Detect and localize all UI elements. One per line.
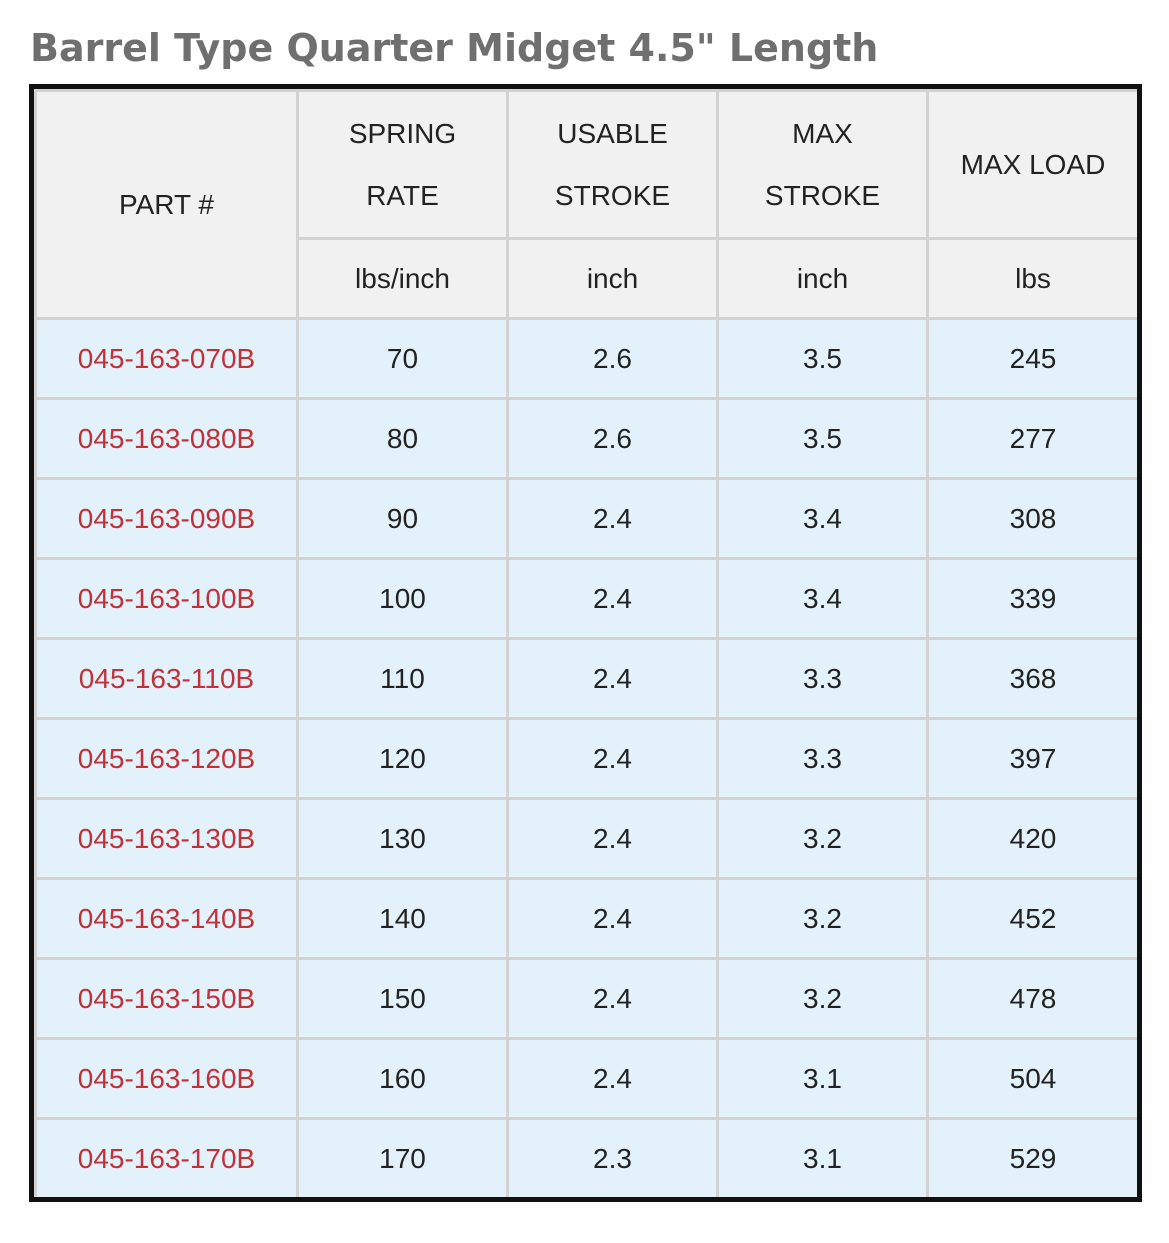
unit-max-stroke: inch bbox=[718, 239, 928, 319]
cell-spring-rate: 130 bbox=[298, 799, 508, 879]
cell-max-load: 504 bbox=[928, 1039, 1139, 1119]
cell-usable-stroke: 2.4 bbox=[508, 879, 718, 959]
cell-max-stroke: 3.4 bbox=[718, 479, 928, 559]
cell-max-stroke: 3.3 bbox=[718, 639, 928, 719]
cell-usable-stroke: 2.4 bbox=[508, 959, 718, 1039]
cell-usable-stroke: 2.4 bbox=[508, 799, 718, 879]
part-number-link[interactable]: 045-163-160B bbox=[77, 1062, 256, 1094]
unit-max-load: lbs bbox=[928, 239, 1139, 319]
cell-max-load: 529 bbox=[928, 1119, 1139, 1199]
cell-max-load: 245 bbox=[928, 319, 1139, 399]
part-number-link[interactable]: 045-163-080B bbox=[77, 422, 256, 454]
cell-spring-rate: 110 bbox=[298, 639, 508, 719]
table-row bbox=[36, 399, 1139, 479]
cell-max-stroke: 3.4 bbox=[718, 559, 928, 639]
part-number-link[interactable]: 045-163-120B bbox=[77, 742, 256, 774]
header-spring-rate-line1: SPRING bbox=[348, 117, 457, 149]
cell-spring-rate: 120 bbox=[298, 719, 508, 799]
cell-max-load: 420 bbox=[928, 799, 1139, 879]
header-usable-stroke-line2: STROKE bbox=[554, 179, 671, 211]
cell-spring-rate: 80 bbox=[298, 399, 508, 479]
header-part: PART # bbox=[36, 91, 298, 319]
table-row bbox=[36, 879, 1139, 959]
spec-table-frame bbox=[29, 84, 1142, 1202]
cell-max-stroke: 3.2 bbox=[718, 959, 928, 1039]
cell-part-number bbox=[36, 1039, 298, 1119]
cell-max-stroke: 3.2 bbox=[718, 879, 928, 959]
cell-spring-rate: 160 bbox=[298, 1039, 508, 1119]
header-spring-rate bbox=[298, 91, 508, 239]
table-row bbox=[36, 1039, 1139, 1119]
table-row bbox=[36, 959, 1139, 1039]
part-number-link[interactable]: 045-163-100B bbox=[77, 582, 256, 614]
cell-part-number bbox=[36, 1119, 298, 1199]
part-number-link[interactable]: 045-163-150B bbox=[77, 982, 256, 1014]
cell-max-load: 277 bbox=[928, 399, 1139, 479]
header-spring-rate-line2: RATE bbox=[366, 179, 439, 211]
cell-usable-stroke: 2.6 bbox=[508, 399, 718, 479]
table-row bbox=[36, 319, 1139, 399]
cell-max-stroke: 3.5 bbox=[718, 319, 928, 399]
cell-usable-stroke: 2.4 bbox=[508, 479, 718, 559]
cell-max-load: 397 bbox=[928, 719, 1139, 799]
part-number-link[interactable]: 045-163-110B bbox=[78, 662, 255, 694]
part-number-link[interactable]: 045-163-130B bbox=[77, 822, 256, 854]
cell-usable-stroke: 2.4 bbox=[508, 1039, 718, 1119]
cell-part-number bbox=[36, 479, 298, 559]
unit-usable-stroke: inch bbox=[508, 239, 718, 319]
cell-usable-stroke: 2.4 bbox=[508, 559, 718, 639]
table-row bbox=[36, 479, 1139, 559]
header-max-stroke-line2: STROKE bbox=[764, 179, 881, 211]
cell-spring-rate: 90 bbox=[298, 479, 508, 559]
cell-part-number bbox=[36, 639, 298, 719]
cell-spring-rate: 70 bbox=[298, 319, 508, 399]
cell-part-number bbox=[36, 959, 298, 1039]
cell-max-stroke: 3.1 bbox=[718, 1119, 928, 1199]
cell-max-stroke: 3.5 bbox=[718, 399, 928, 479]
unit-spring-rate: lbs/inch bbox=[298, 239, 508, 319]
part-number-link[interactable]: 045-163-170B bbox=[77, 1142, 256, 1174]
cell-spring-rate: 150 bbox=[298, 959, 508, 1039]
cell-part-number bbox=[36, 559, 298, 639]
part-number-link[interactable]: 045-163-070B bbox=[77, 342, 256, 374]
cell-max-stroke: 3.3 bbox=[718, 719, 928, 799]
cell-part-number bbox=[36, 799, 298, 879]
cell-part-number bbox=[36, 399, 298, 479]
cell-max-load: 452 bbox=[928, 879, 1139, 959]
part-number-link[interactable]: 045-163-090B bbox=[77, 502, 256, 534]
cell-part-number bbox=[36, 319, 298, 399]
cell-usable-stroke: 2.3 bbox=[508, 1119, 718, 1199]
page-title: Barrel Type Quarter Midget 4.5" Length bbox=[30, 26, 879, 70]
cell-max-load: 478 bbox=[928, 959, 1139, 1039]
cell-usable-stroke: 2.4 bbox=[508, 639, 718, 719]
table-row bbox=[36, 719, 1139, 799]
cell-spring-rate: 140 bbox=[298, 879, 508, 959]
table-header bbox=[36, 91, 1139, 319]
header-max-stroke-line1: MAX bbox=[792, 117, 853, 149]
table-row bbox=[36, 639, 1139, 719]
cell-spring-rate: 170 bbox=[298, 1119, 508, 1199]
cell-max-stroke: 3.2 bbox=[718, 799, 928, 879]
cell-max-load: 339 bbox=[928, 559, 1139, 639]
cell-spring-rate: 100 bbox=[298, 559, 508, 639]
header-usable-stroke-line1: USABLE bbox=[557, 117, 668, 149]
cell-part-number bbox=[36, 879, 298, 959]
header-max-load: MAX LOAD bbox=[928, 91, 1139, 239]
cell-usable-stroke: 2.6 bbox=[508, 319, 718, 399]
cell-usable-stroke: 2.4 bbox=[508, 719, 718, 799]
table-body bbox=[36, 319, 1139, 1199]
part-number-link[interactable]: 045-163-140B bbox=[77, 902, 256, 934]
cell-max-load: 308 bbox=[928, 479, 1139, 559]
cell-max-stroke: 3.1 bbox=[718, 1039, 928, 1119]
spec-table bbox=[34, 89, 1140, 1200]
table-row bbox=[36, 1119, 1139, 1199]
header-max-stroke bbox=[718, 91, 928, 239]
table-row bbox=[36, 559, 1139, 639]
table-row bbox=[36, 799, 1139, 879]
cell-part-number bbox=[36, 719, 298, 799]
header-usable-stroke bbox=[508, 91, 718, 239]
cell-max-load: 368 bbox=[928, 639, 1139, 719]
